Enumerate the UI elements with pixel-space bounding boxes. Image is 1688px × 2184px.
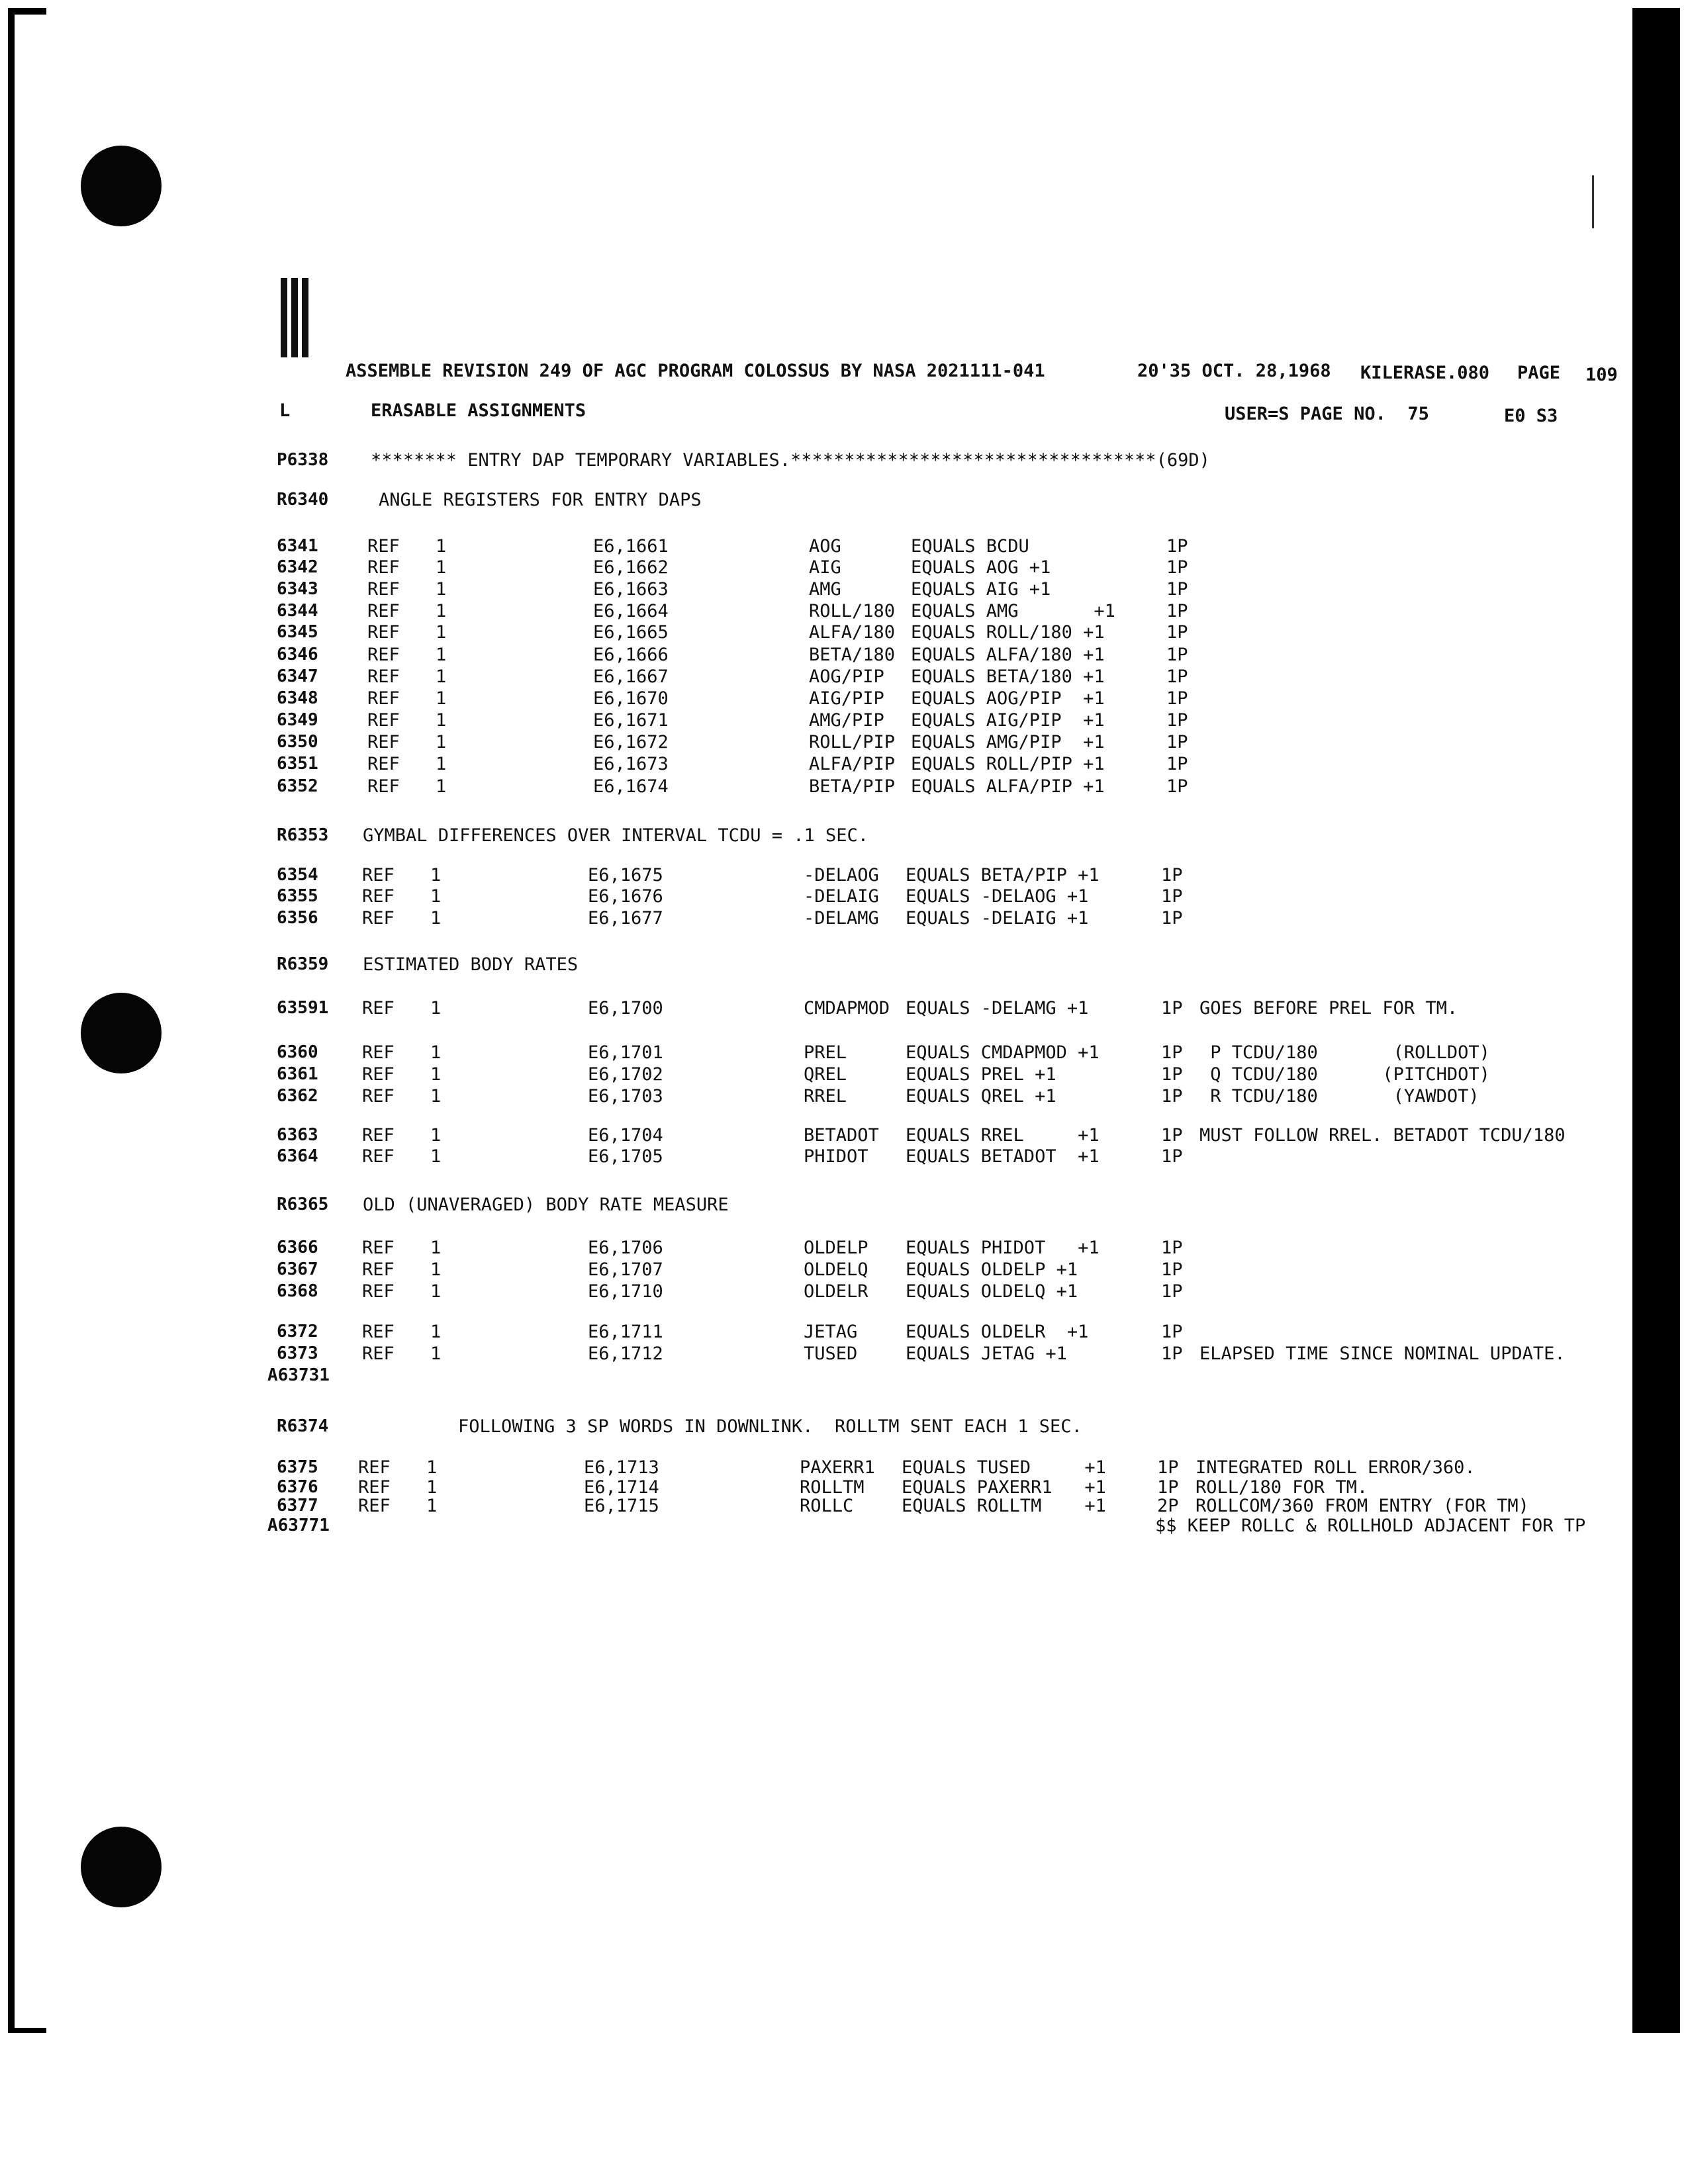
row-expression: EQUALS PREL +1 <box>906 1064 1056 1085</box>
row-note: ELAPSED TIME SINCE NOMINAL UPDATE. <box>1199 1343 1566 1364</box>
row-op: REF <box>367 557 400 578</box>
row-op: REF <box>362 1343 395 1364</box>
row-size: 1P <box>1166 776 1188 797</box>
row-expression: EQUALS BETA/PIP +1 <box>906 865 1100 886</box>
row-symbol: AMG <box>809 579 841 600</box>
row-note: Q TCDU/180 (PITCHDOT) <box>1199 1064 1490 1085</box>
page-border-right <box>1632 8 1680 2033</box>
row-size: 1P <box>1166 601 1188 621</box>
row-size: 1P <box>1166 710 1188 731</box>
row-size: 1P <box>1161 1125 1183 1146</box>
row-size: 1P <box>1166 645 1188 665</box>
row-count: 1 <box>430 1322 442 1342</box>
row-expression: EQUALS AIG +1 <box>911 579 1051 600</box>
row-symbol: CMDAPMOD <box>804 998 890 1019</box>
row-op: REF <box>367 666 400 687</box>
row-expression: EQUALS RREL +1 <box>906 1125 1100 1146</box>
row-seq: 63591 <box>277 998 329 1018</box>
header-page-label: PAGE <box>1517 363 1561 383</box>
row-count: 1 <box>436 536 447 557</box>
comment-text: ESTIMATED BODY RATES <box>363 954 579 975</box>
row-expression: EQUALS AIG/PIP +1 <box>911 710 1105 731</box>
row-seq: 6347 <box>277 666 318 686</box>
row-count: 1 <box>430 998 442 1019</box>
row-op: REF <box>358 1477 391 1498</box>
row-size: 1P <box>1166 622 1188 643</box>
row-address: E6,1665 <box>593 622 669 643</box>
row-count: 1 <box>426 1457 438 1478</box>
row-count: 1 <box>430 1281 442 1302</box>
row-seq: 6344 <box>277 601 318 621</box>
row-size: 1P <box>1166 666 1188 687</box>
row-note: MUST FOLLOW RREL. BETADOT TCDU/180 <box>1199 1125 1566 1146</box>
row-seq: 6351 <box>277 754 318 774</box>
row-symbol: ROLL/PIP <box>809 732 896 752</box>
annotation-seq: A63731 <box>267 1365 330 1385</box>
row-symbol: AOG <box>809 536 841 557</box>
row-note: P TCDU/180 (ROLLDOT) <box>1199 1042 1490 1063</box>
row-address: E6,1707 <box>588 1259 663 1280</box>
row-symbol: AOG/PIP <box>809 666 884 687</box>
annotation-text: $$ KEEP ROLLC & ROLLHOLD ADJACENT FOR TP <box>1155 1516 1586 1536</box>
row-seq: 6345 <box>277 622 318 642</box>
row-symbol: QREL <box>804 1064 847 1085</box>
row-size: 1P <box>1161 908 1183 929</box>
row-count: 1 <box>430 1125 442 1146</box>
row-op: REF <box>362 865 395 886</box>
row-address: E6,1676 <box>588 886 663 907</box>
row-count: 1 <box>436 688 447 709</box>
row-address: E6,1672 <box>593 732 669 752</box>
row-address: E6,1673 <box>593 754 669 774</box>
row-seq: 6363 <box>277 1125 318 1145</box>
row-count: 1 <box>430 1042 442 1063</box>
row-op: REF <box>362 1281 395 1302</box>
punch-hole-middle <box>81 993 162 1073</box>
row-expression: EQUALS OLDELQ +1 <box>906 1281 1078 1302</box>
row-size: 1P <box>1161 1281 1183 1302</box>
row-address: E6,1706 <box>588 1238 663 1258</box>
row-expression: EQUALS ROLL/PIP +1 <box>911 754 1105 774</box>
row-symbol: -DELAOG <box>804 865 879 886</box>
row-count: 1 <box>436 622 447 643</box>
row-size: 1P <box>1161 1322 1183 1342</box>
comment-seq: R6374 <box>277 1416 329 1436</box>
row-seq: 6360 <box>277 1042 318 1062</box>
row-count: 1 <box>436 579 447 600</box>
user-page-number: USER=S PAGE NO. 75 <box>1225 404 1429 424</box>
row-expression: EQUALS ALFA/PIP +1 <box>911 776 1105 797</box>
row-op: REF <box>362 1042 395 1063</box>
row-expression: EQUALS QREL +1 <box>906 1086 1056 1107</box>
row-seq: 6352 <box>277 776 318 796</box>
row-symbol: TUSED <box>804 1343 858 1364</box>
row-count: 1 <box>430 1343 442 1364</box>
row-count: 1 <box>436 710 447 731</box>
header-page-number: 109 <box>1585 365 1618 385</box>
row-size: 1P <box>1161 865 1183 886</box>
row-op: REF <box>362 998 395 1019</box>
row-op: REF <box>367 601 400 621</box>
row-address: E6,1703 <box>588 1086 663 1107</box>
row-seq: 6367 <box>277 1259 318 1279</box>
row-count: 1 <box>436 754 447 774</box>
row-count: 1 <box>430 1086 442 1107</box>
row-symbol: ALFA/PIP <box>809 754 896 774</box>
row-expression: EQUALS -DELAOG +1 <box>906 886 1089 907</box>
row-expression: EQUALS BCDU <box>911 536 1029 557</box>
row-size: 1P <box>1161 1238 1183 1258</box>
row-count: 1 <box>436 666 447 687</box>
row-op: REF <box>367 645 400 665</box>
row-address: E6,1712 <box>588 1343 663 1364</box>
comment-text: FOLLOWING 3 SP WORDS IN DOWNLINK. ROLLTM SENT EACH 1 SEC. <box>458 1416 1082 1437</box>
row-expression: EQUALS ROLLTM +1 <box>902 1496 1106 1516</box>
row-op: REF <box>362 1086 395 1107</box>
row-symbol: AIG/PIP <box>809 688 884 709</box>
row-size: 1P <box>1166 557 1188 578</box>
row-address: E6,1667 <box>593 666 669 687</box>
row-size: 1P <box>1161 998 1183 1019</box>
row-count: 1 <box>436 732 447 752</box>
row-seq: 6355 <box>277 886 318 906</box>
comment-seq: P6338 <box>277 450 329 470</box>
row-seq: 6361 <box>277 1064 318 1084</box>
row-address: E6,1670 <box>593 688 669 709</box>
row-op: REF <box>358 1457 391 1478</box>
row-count: 1 <box>436 557 447 578</box>
row-size: 1P <box>1161 1086 1183 1107</box>
row-symbol: RREL <box>804 1086 847 1107</box>
row-op: REF <box>362 1259 395 1280</box>
row-expression: EQUALS BETA/180 +1 <box>911 666 1105 687</box>
row-op: REF <box>367 536 400 557</box>
row-symbol: -DELAMG <box>804 908 879 929</box>
row-seq: 6368 <box>277 1281 318 1301</box>
row-symbol: AIG <box>809 557 841 578</box>
row-count: 1 <box>430 865 442 886</box>
row-count: 1 <box>430 1238 442 1258</box>
row-address: E6,1713 <box>584 1457 659 1478</box>
row-op: REF <box>362 886 395 907</box>
row-address: E6,1666 <box>593 645 669 665</box>
row-op: REF <box>367 688 400 709</box>
row-size: 1P <box>1166 754 1188 774</box>
row-expression: EQUALS JETAG +1 <box>906 1343 1067 1364</box>
row-address: E6,1702 <box>588 1064 663 1085</box>
row-count: 1 <box>436 776 447 797</box>
row-count: 1 <box>430 1064 442 1085</box>
row-address: E6,1711 <box>588 1322 663 1342</box>
listing-code: E0 S3 <box>1504 406 1558 426</box>
row-seq: 6376 <box>277 1477 318 1497</box>
row-seq: 6346 <box>277 645 318 664</box>
row-expression: EQUALS BETADOT +1 <box>906 1146 1100 1167</box>
row-seq: 6372 <box>277 1322 318 1342</box>
row-symbol: OLDELR <box>804 1281 868 1302</box>
row-symbol: OLDELQ <box>804 1259 868 1280</box>
row-seq: 6356 <box>277 908 318 928</box>
row-address: E6,1710 <box>588 1281 663 1302</box>
row-expression: EQUALS ALFA/180 +1 <box>911 645 1105 665</box>
row-seq: 6364 <box>277 1146 318 1166</box>
row-seq: 6373 <box>277 1343 318 1363</box>
row-size: 1P <box>1166 688 1188 709</box>
row-size: 1P <box>1157 1457 1179 1478</box>
row-address: E6,1675 <box>588 865 663 886</box>
row-address: E6,1704 <box>588 1125 663 1146</box>
row-size: 1P <box>1161 1343 1183 1364</box>
row-symbol: BETA/180 <box>809 645 896 665</box>
row-expression: EQUALS OLDELP +1 <box>906 1259 1078 1280</box>
row-op: REF <box>362 1238 395 1258</box>
row-seq: 6343 <box>277 579 318 599</box>
row-count: 1 <box>436 645 447 665</box>
punch-hole-bottom <box>81 1827 162 1907</box>
row-expression: EQUALS AMG +1 <box>911 601 1115 621</box>
row-expression: EQUALS -DELAIG +1 <box>906 908 1089 929</box>
row-size: 1P <box>1166 579 1188 600</box>
row-address: E6,1664 <box>593 601 669 621</box>
row-size: 1P <box>1166 732 1188 752</box>
comment-text: ANGLE REGISTERS FOR ENTRY DAPS <box>379 490 702 510</box>
row-address: E6,1715 <box>584 1496 659 1516</box>
row-expression: EQUALS AMG/PIP +1 <box>911 732 1105 752</box>
row-size: 1P <box>1161 1064 1183 1085</box>
header-timestamp: 20'35 OCT. 28,1968 <box>1137 361 1331 381</box>
row-address: E6,1662 <box>593 557 669 578</box>
binder-clip-mark <box>281 278 323 357</box>
comment-seq: R6365 <box>277 1195 329 1214</box>
row-expression: EQUALS AOG/PIP +1 <box>911 688 1105 709</box>
row-seq: 6366 <box>277 1238 318 1257</box>
row-address: E6,1674 <box>593 776 669 797</box>
row-seq: 6350 <box>277 732 318 752</box>
row-count: 1 <box>430 908 442 929</box>
row-seq: 6349 <box>277 710 318 730</box>
row-count: 1 <box>430 1146 442 1167</box>
row-expression: EQUALS ROLL/180 +1 <box>911 622 1105 643</box>
row-count: 1 <box>430 886 442 907</box>
row-seq: 6354 <box>277 865 318 885</box>
row-address: E6,1705 <box>588 1146 663 1167</box>
row-op: REF <box>362 1064 395 1085</box>
row-size: 1P <box>1161 1259 1183 1280</box>
comment-text: ******** ENTRY DAP TEMPORARY VARIABLES.**********************************(69D) <box>371 450 1210 471</box>
row-seq: 6341 <box>277 536 318 556</box>
page-border-left <box>8 8 46 2033</box>
row-op: REF <box>362 908 395 929</box>
row-seq: 6375 <box>277 1457 318 1477</box>
row-expression: EQUALS PHIDOT +1 <box>906 1238 1100 1258</box>
row-op: REF <box>367 579 400 600</box>
row-note: GOES BEFORE PREL FOR TM. <box>1199 998 1458 1019</box>
row-address: E6,1671 <box>593 710 669 731</box>
row-symbol: AMG/PIP <box>809 710 884 731</box>
row-size: 1P <box>1166 536 1188 557</box>
row-count: 1 <box>436 601 447 621</box>
row-op: REF <box>367 622 400 643</box>
comment-text: OLD (UNAVERAGED) BODY RATE MEASURE <box>363 1195 729 1215</box>
row-symbol: ALFA/180 <box>809 622 896 643</box>
comment-seq: R6359 <box>277 954 329 974</box>
row-symbol: BETA/PIP <box>809 776 896 797</box>
section-title: ERASABLE ASSIGNMENTS <box>371 400 586 421</box>
row-expression: EQUALS OLDELR +1 <box>906 1322 1089 1342</box>
row-note: ROLLCOM/360 FROM ENTRY (FOR TM) <box>1196 1496 1529 1516</box>
row-address: E6,1714 <box>584 1477 659 1498</box>
punch-hole-top <box>81 146 162 226</box>
row-symbol: OLDELP <box>804 1238 868 1258</box>
row-expression: EQUALS PAXERR1 +1 <box>902 1477 1106 1498</box>
row-note: R TCDU/180 (YAWDOT) <box>1199 1086 1479 1107</box>
row-size: 1P <box>1157 1477 1179 1498</box>
comment-seq: R6353 <box>277 825 329 845</box>
row-count: 1 <box>426 1477 438 1498</box>
comment-seq: R6340 <box>277 490 329 510</box>
row-address: E6,1700 <box>588 998 663 1019</box>
row-symbol: PAXERR1 <box>800 1457 875 1478</box>
row-op: REF <box>362 1322 395 1342</box>
row-symbol: PREL <box>804 1042 847 1063</box>
row-symbol: ROLLC <box>800 1496 854 1516</box>
header-title: ASSEMBLE REVISION 249 OF AGC PROGRAM COLOSSUS BY NASA 2021111-041 <box>346 361 1045 381</box>
row-op: REF <box>367 754 400 774</box>
listing-marker: L <box>279 400 291 421</box>
row-op: REF <box>367 776 400 797</box>
row-seq: 6348 <box>277 688 318 708</box>
row-count: 1 <box>430 1259 442 1280</box>
row-symbol: -DELAIG <box>804 886 879 907</box>
row-symbol: JETAG <box>804 1322 858 1342</box>
row-note: INTEGRATED ROLL ERROR/360. <box>1196 1457 1476 1478</box>
row-symbol: ROLL/180 <box>809 601 896 621</box>
row-address: E6,1661 <box>593 536 669 557</box>
row-address: E6,1663 <box>593 579 669 600</box>
row-seq: 6377 <box>277 1496 318 1516</box>
row-seq: 6362 <box>277 1086 318 1106</box>
header-file: KILERASE.080 <box>1360 363 1490 383</box>
row-size: 1P <box>1161 1146 1183 1167</box>
row-seq: 6342 <box>277 557 318 577</box>
row-op: REF <box>362 1146 395 1167</box>
edge-mark <box>1592 175 1594 228</box>
row-expression: EQUALS -DELAMG +1 <box>906 998 1089 1019</box>
row-address: E6,1677 <box>588 908 663 929</box>
row-expression: EQUALS TUSED +1 <box>902 1457 1106 1478</box>
row-expression: EQUALS AOG +1 <box>911 557 1051 578</box>
row-size: 2P <box>1157 1496 1179 1516</box>
row-symbol: BETADOT <box>804 1125 879 1146</box>
row-op: REF <box>367 732 400 752</box>
row-address: E6,1701 <box>588 1042 663 1063</box>
row-count: 1 <box>426 1496 438 1516</box>
row-symbol: PHIDOT <box>804 1146 868 1167</box>
row-expression: EQUALS CMDAPMOD +1 <box>906 1042 1100 1063</box>
row-size: 1P <box>1161 1042 1183 1063</box>
row-op: REF <box>358 1496 391 1516</box>
row-op: REF <box>367 710 400 731</box>
row-symbol: ROLLTM <box>800 1477 865 1498</box>
row-note: ROLL/180 FOR TM. <box>1196 1477 1368 1498</box>
annotation-seq: A63771 <box>267 1516 330 1535</box>
row-size: 1P <box>1161 886 1183 907</box>
comment-text: GYMBAL DIFFERENCES OVER INTERVAL TCDU = .1 SEC. <box>363 825 869 846</box>
row-op: REF <box>362 1125 395 1146</box>
